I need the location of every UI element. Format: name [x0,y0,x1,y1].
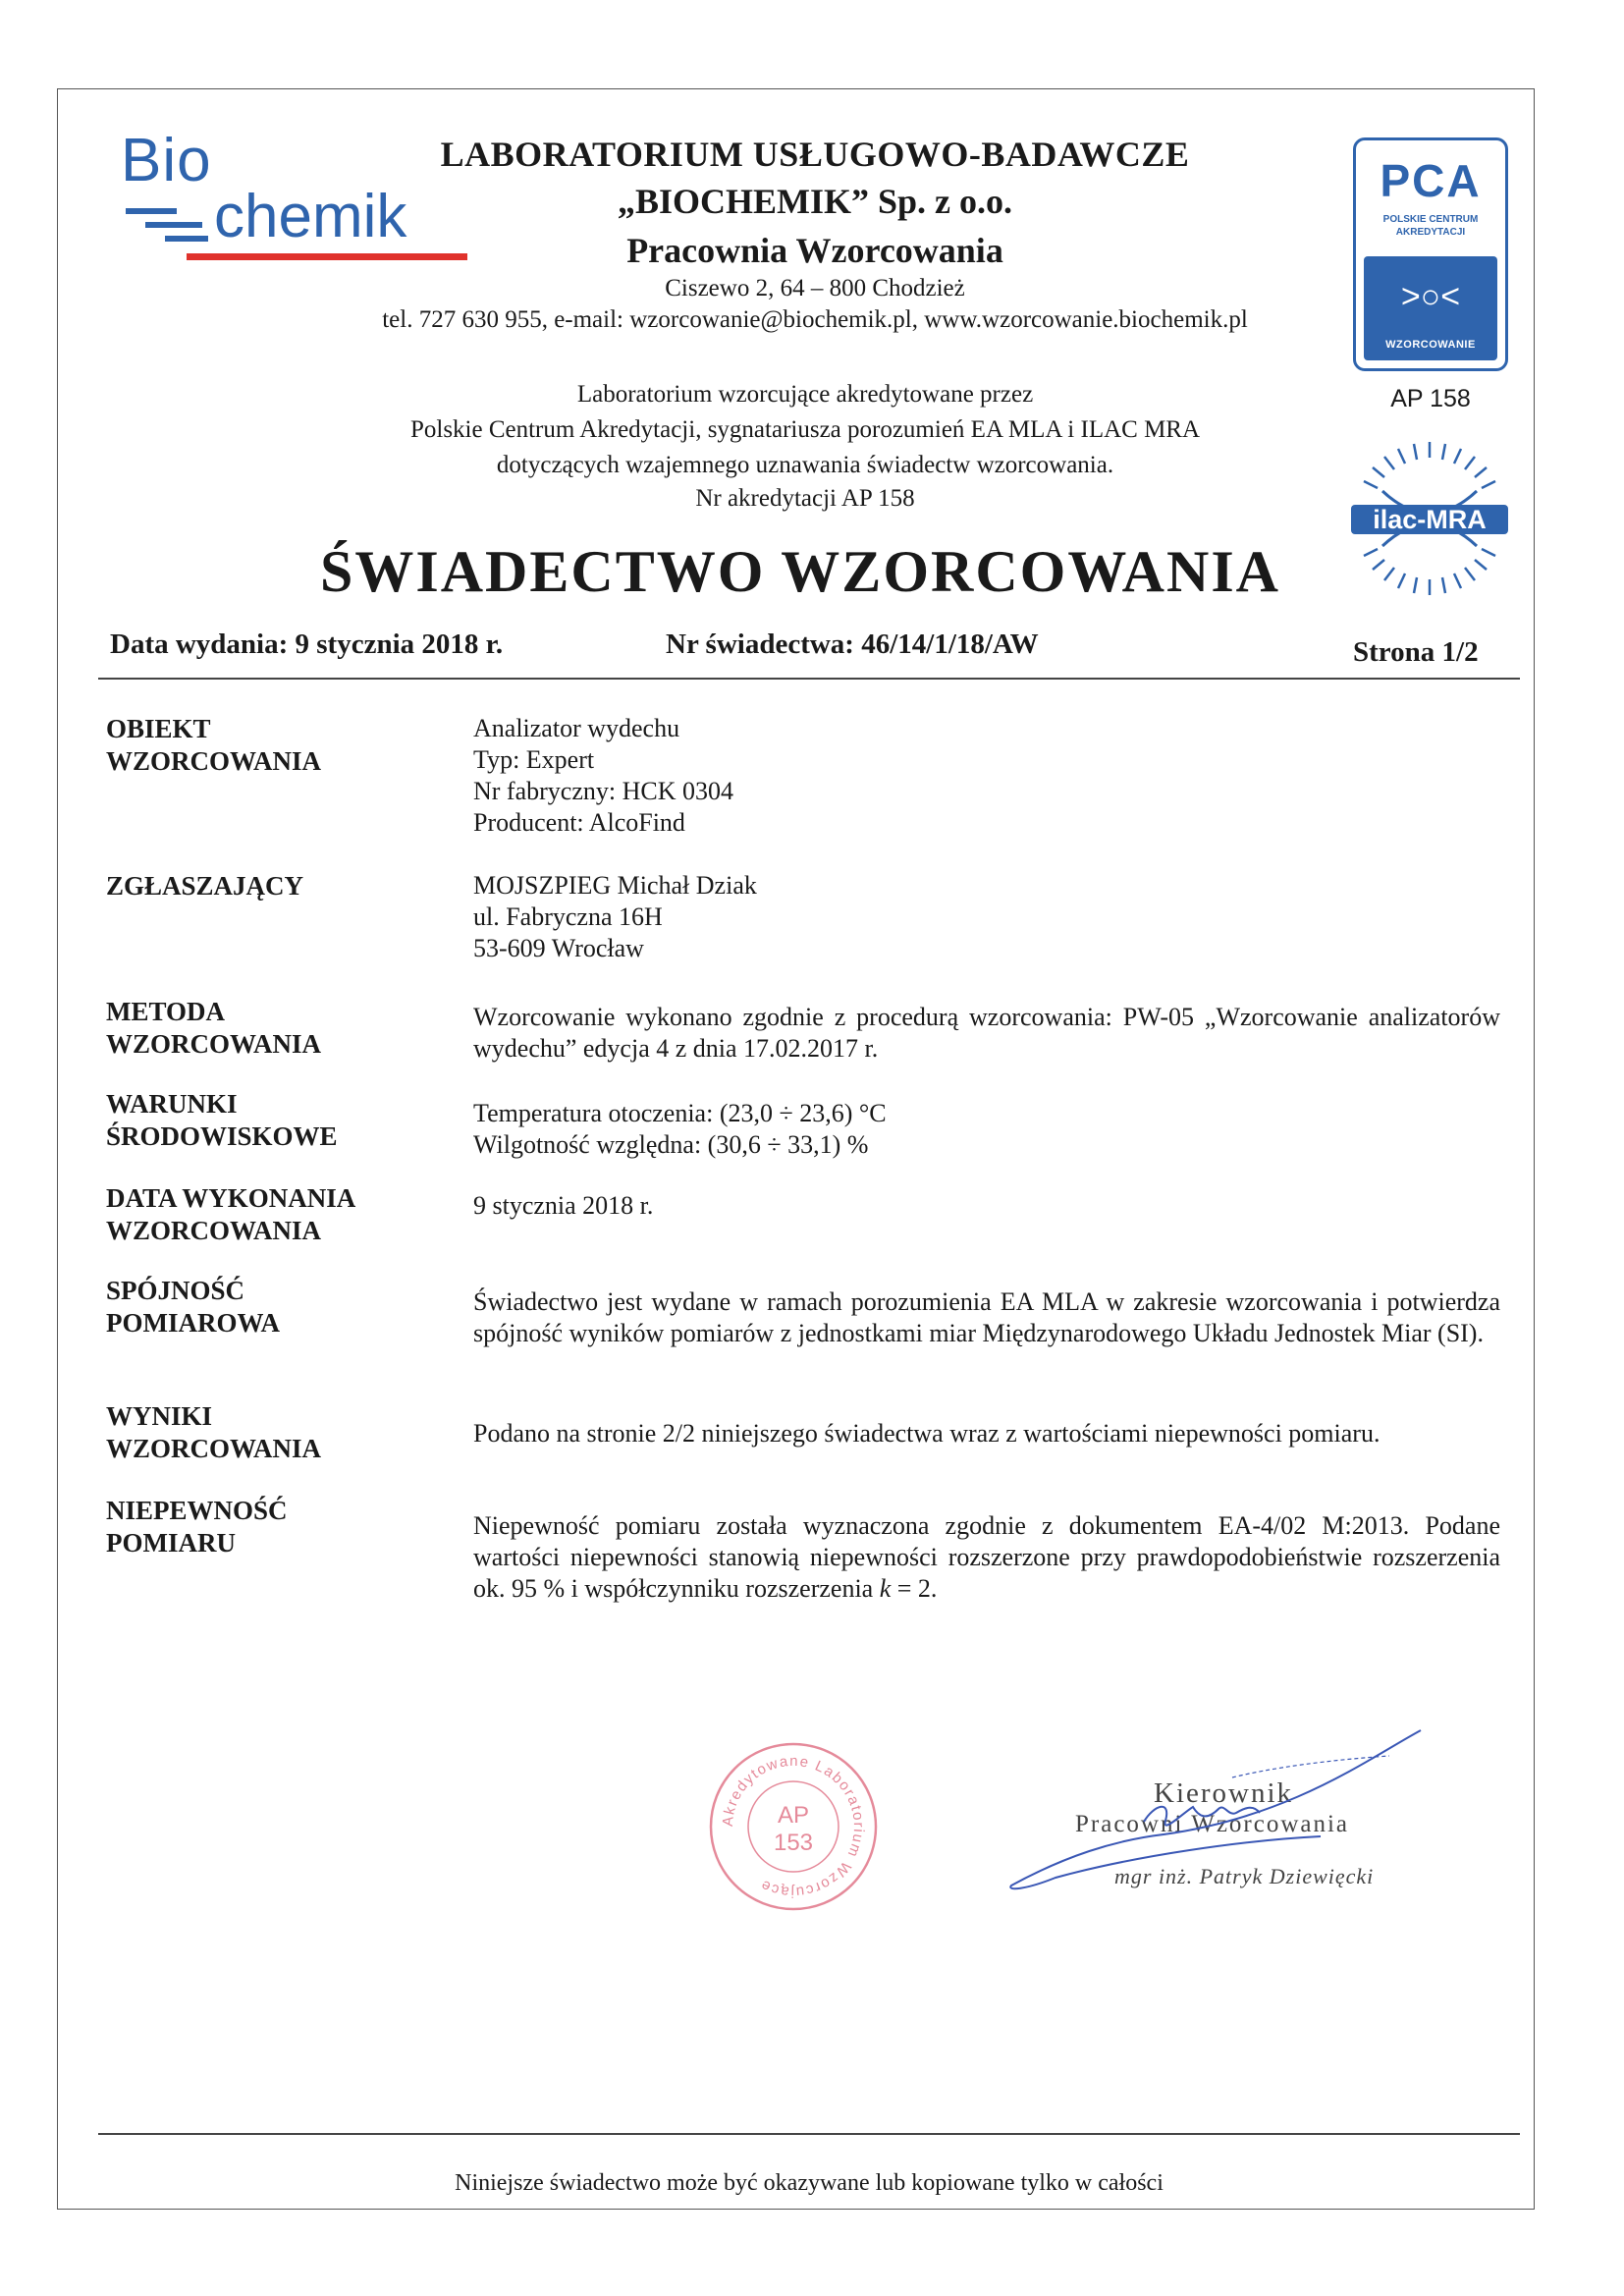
object-name: Analizator wydechu [473,714,680,742]
ilac-mra-logo [1343,432,1516,605]
accreditation-line-1: Laboratorium wzorcujące akredytowane przez [576,381,1034,408]
method-text: Wzorcowanie wykonano zgodnie z procedurą wzorcowania: PW-05 „Wzorcowanie analizatorów wydechu” edycja 4 z dnia 17.02.2017 r. [473,1003,1500,1063]
footer-divider [98,2133,1520,2135]
signer-role-line2: Pracowni Wzorcowania [1075,1811,1350,1837]
section-body [473,1098,1500,1161]
humidity: Wilgotność względna: (30,6 ÷ 33,1) % [473,1130,869,1159]
section-label [106,870,420,902]
label-line: WZORCOWANIA [106,746,322,776]
page-indicator: Strona 1/2 [1353,636,1479,668]
uncertainty-text-main: Niepewność pomiaru została wyznaczona zgodnie z dokumentem EA-4/02 M:2013. Podane wartości niepewności stanowią niepewności rozszerzone przy prawdopodobieństwie rozszerzenia ok. 95 % i współczynniku rozszerzenia [473,1511,1500,1603]
pca-label: WZORCOWANIE [1385,339,1476,351]
ilac-text: ilac-MRA [1373,505,1487,534]
label-line: WARUNKI [106,1089,238,1119]
applicant-name: MOJSZPIEG Michał Dziak [473,871,757,900]
issue-date: Data wydania: 9 stycznia 2018 r. [110,629,504,660]
section-label [106,713,420,778]
label-line: WZORCOWANIA [106,1029,322,1059]
applicant-city: 53-609 Wrocław [473,934,644,962]
lab-contact: tel. 727 630 955, e-mail: wzorcowanie@biochemik.pl, www.wzorcowanie.biochemik.pl [382,306,1248,333]
object-producer: Producent: AlcoFind [473,808,685,837]
object-serial: Nr fabryczny: HCK 0304 [473,777,733,805]
label-line: ZGŁASZAJĄCY [106,871,304,901]
logo-word-bio: Bio [121,127,212,194]
accreditation-line-2: Polskie Centrum Akredytacji, sygnatariusza porozumień EA MLA i ILAC MRA [409,416,1201,443]
stamp-center-number: 153 [773,1830,814,1856]
handwritten-signature [997,1719,1429,1905]
temperature: Temperatura otoczenia: (23,0 ÷ 23,6) °C [473,1099,887,1127]
results-text: Podano na stronie 2/2 niniejszego świadectwa wraz z wartościami niepewności pomiaru. [473,1419,1380,1448]
calibration-date: 9 stycznia 2018 r. [473,1191,654,1220]
accreditation-line-4: Nr akredytacji AP 158 [695,485,915,512]
label-line: OBIEKT [106,714,211,743]
company-name: „BIOCHEMIK” Sp. z o.o. [617,182,1013,221]
document-title: ŚWIADECTWO WZORCOWANIA [319,539,1281,604]
stamp-center-ap: AP [777,1802,810,1829]
pca-subtitle [1356,213,1505,239]
section-label [106,1182,420,1247]
accreditation-line-3: dotyczących wzajemnego uznawania świadectw wzorcowania. [496,452,1114,478]
label-line: WYNIKI [106,1401,213,1431]
section-label [106,1088,420,1153]
label-line: NIEPEWNOŚĆ [106,1496,288,1525]
accreditation-number-badge: AP 158 [1390,385,1471,412]
header-divider [98,678,1520,680]
pca-subtitle-line2: AKREDYTACJI [1395,227,1466,238]
section-body [473,870,1500,964]
label-line: ŚRODOWISKOWE [106,1121,338,1151]
traceability-text: Świadectwo jest wydane w ramach porozumienia EA MLA w zakresie wzorcowania i potwierdza spójność wyników pomiarów z jednostkami miar Międzynarodowego Układu Jednostek Miar (SI). [473,1287,1500,1347]
uncertainty-text [473,1510,1500,1605]
logo-word-chemik: chemik [214,183,407,250]
stamp-ring-text: Akredytowane Laboratorium Wzorcujące [719,1752,868,1901]
pca-subtitle-line1: POLSKIE CENTRUM [1382,214,1479,225]
logo-dash-3 [165,236,208,242]
pca-title: PCA [1380,155,1482,206]
department-name: Pracownia Wzorcowania [626,231,1003,270]
label-line: WZORCOWANIA [106,1434,322,1463]
applicant-street: ul. Fabryczna 16H [473,902,663,931]
logo-dash-2 [145,222,202,228]
lab-name: LABORATORIUM USŁUGOWO-BADAWCZE [440,135,1190,174]
laboratory-stamp [705,1738,882,1915]
label-line: POMIAROWA [106,1308,280,1338]
pca-blue-panel [1364,256,1497,360]
signer-role-line1: Kierownik [1154,1777,1294,1809]
pca-symbol-icon: >○< [1400,278,1461,315]
label-line: WZORCOWANIA [106,1216,322,1245]
section-label [106,1275,420,1339]
section-body [473,713,1500,839]
label-line: DATA WYKONANIA [106,1183,356,1213]
coverage-factor-symbol: k [879,1574,892,1603]
label-line: SPÓJNOŚĆ [106,1276,245,1305]
logo-dash-1 [126,208,177,214]
section-label [106,1400,420,1465]
label-line: METODA [106,997,226,1026]
signer-name: mgr inż. Patryk Dziewięcki [1114,1864,1375,1888]
lab-address: Ciszewo 2, 64 – 800 Chodzież [665,275,965,301]
coverage-factor-value: = 2. [891,1574,938,1603]
label-line: POMIARU [106,1528,236,1558]
certificate-number: Nr świadectwa: 46/14/1/18/AW [666,629,1039,660]
section-label [106,1495,420,1559]
footer-note: Niniejsze świadectwo może być okazywane lub kopiowane tylko w całości [455,2170,1164,2196]
section-label [106,996,420,1061]
pca-accreditation-badge [1353,137,1508,371]
object-type: Typ: Expert [473,745,595,774]
